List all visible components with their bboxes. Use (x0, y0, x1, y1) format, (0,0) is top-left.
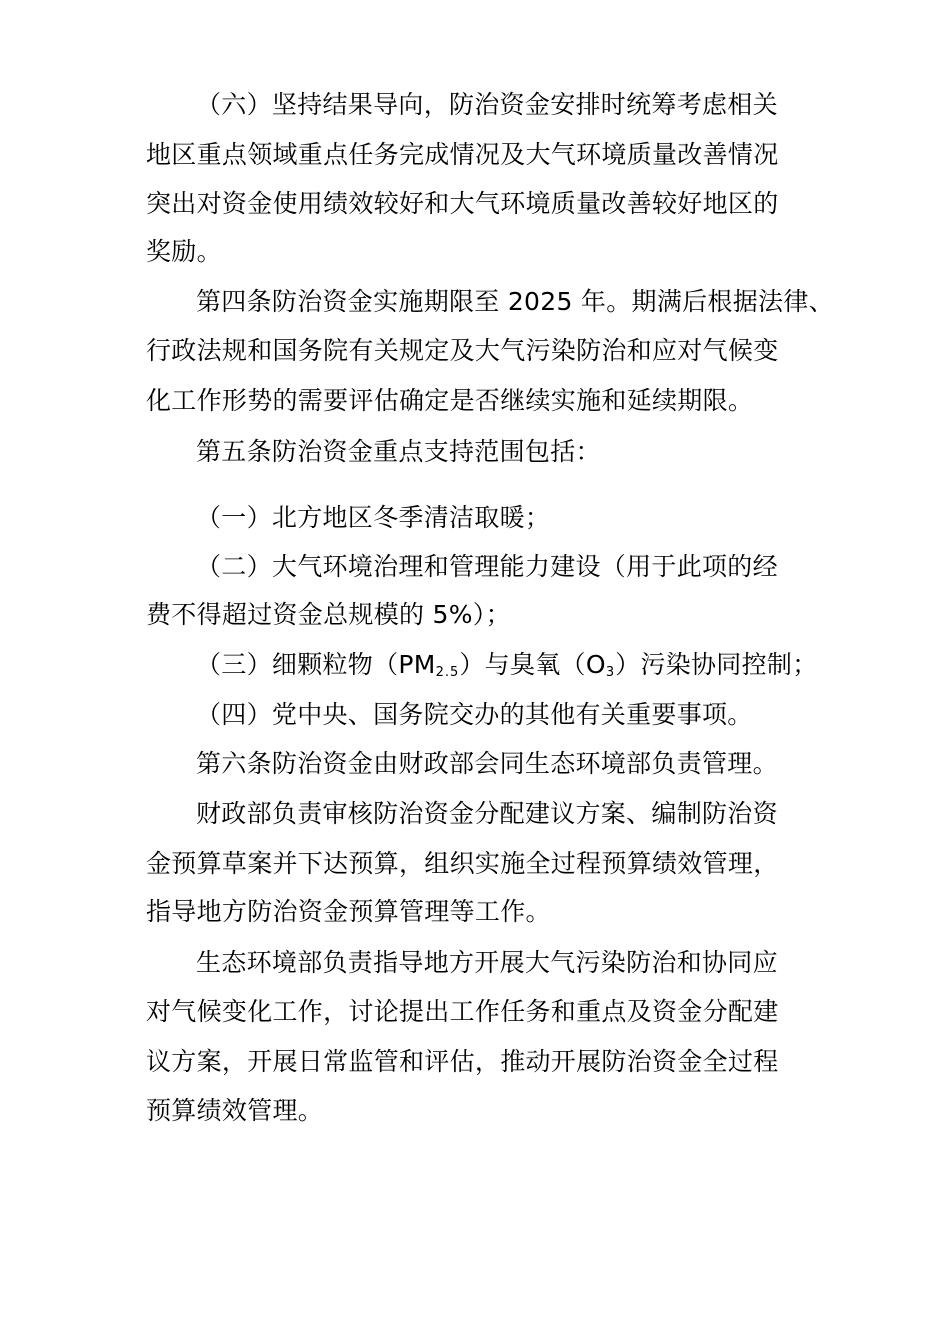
text-line: 生态环境部负责指导地方开展大气污染防治和协同应 (196, 948, 778, 977)
text-run: ）污染协同控制； (615, 650, 818, 679)
text-line: 指导地方防治资金预算管理等工作。 (146, 897, 551, 926)
text-line: 第四条防治资金实施期限至 2025 年。期满后根据法律、 (196, 287, 834, 316)
text-line: （六）坚持结果导向，防治资金安排时统筹考虑相关 (196, 90, 778, 119)
subscript: 2.5 (435, 665, 460, 680)
text-line: 对气候变化工作，讨论提出工作任务和重点及资金分配建 (146, 997, 779, 1026)
text-line: 议方案，开展日常监管和评估，推动开展防治资金全过程 (146, 1047, 779, 1076)
text-line: （一）北方地区冬季清洁取暖； (196, 503, 551, 532)
text-line: （二）大气环境治理和管理能力建设（用于此项的经 (196, 552, 778, 581)
text-line: 地区重点领域重点任务完成情况及大气环境质量改善情况 (146, 140, 779, 169)
text-line: 财政部负责审核防治资金分配建议方案、编制防治资 (196, 799, 778, 828)
text-line: 化工作形势的需要评估确定是否继续实施和延续期限。 (146, 386, 754, 415)
text-line: 费不得超过资金总规模的 5%）； (146, 600, 511, 629)
text-line: 突出对资金使用绩效较好和大气环境质量改善较好地区的 (146, 189, 779, 218)
subscript: 3 (605, 665, 616, 680)
text-line: 金预算草案并下达预算，组织实施全过程预算绩效管理， (146, 849, 779, 878)
text-run: （三）细颗粒物（PM (196, 650, 436, 679)
text-line: 行政法规和国务院有关规定及大气污染防治和应对气候变 (146, 336, 779, 365)
text-run: ）与臭氧（O (459, 650, 606, 679)
text-line: 第六条防治资金由财政部会同生态环境部负责管理。 (196, 749, 778, 778)
text-line: 预算绩效管理。 (146, 1096, 324, 1125)
text-line: （四）党中央、国务院交办的其他有关重要事项。 (196, 700, 753, 729)
text-line: 奖励。 (146, 237, 222, 266)
text-line: 第五条防治资金重点支持范围包括： (196, 437, 601, 466)
text-line (196, 650, 818, 688)
